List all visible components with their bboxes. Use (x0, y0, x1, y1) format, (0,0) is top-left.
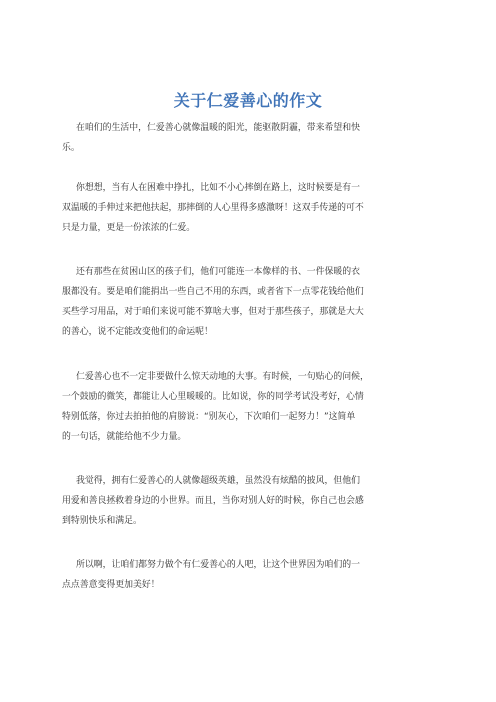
paragraph-line: 一个鼓励的微笑，都能让人心里暖暖的。比如说，你的同学考试没考好，心情 (62, 392, 364, 402)
paragraph-line: 你想想，当有人在困难中挣扎，比如不小心摔倒在路上，这时候要是有一 (76, 183, 360, 193)
paragraph-line: 双温暖的手伸过来把他扶起，那摔倒的人心里得多感激呀！这双手传递的可不 (62, 203, 364, 213)
paragraph-line: 所以啊，让咱们都努力做个有仁爱善心的人吧，让这个世界因为咱们的一 (76, 560, 360, 570)
paragraph-line: 只是力量，更是一份浓浓的仁爱。 (62, 223, 196, 233)
paragraph-line: 还有那些在贫困山区的孩子们，他们可能连一本像样的书、一件保暖的衣 (76, 267, 360, 277)
paragraph-line: 用爱和善良拯救着身边的小世界。而且，当你对别人好的时候，你自己也会感 (62, 496, 364, 506)
paragraph-2 (62, 178, 442, 238)
paragraph-line: 到特别快乐和满足。 (62, 516, 142, 526)
paragraph-5 (62, 471, 442, 531)
paragraph-line: 点点善意变得更加美好！ (62, 580, 160, 590)
paragraph-line: 服都没有。要是咱们能捐出一些自己不用的东西，或者省下一点零花钱给他们 (62, 287, 364, 297)
paragraph-line: 的善心，说不定能改变他们的命运呢！ (62, 327, 213, 337)
paragraph-line: 仁爱善心也不一定非要做什么惊天动地的大事。有时候，一句贴心的问候， (76, 372, 369, 382)
paragraph-line: 乐。 (62, 143, 80, 153)
paragraph-line: 的一句话，就能给他不少力量。 (62, 432, 187, 442)
paragraph-3 (62, 262, 442, 342)
paragraph-1 (62, 118, 442, 158)
paragraph-line: 在咱们的生活中，仁爱善心就像温暖的阳光，能驱散阴霾，带来希望和快 (76, 123, 360, 133)
paragraph-4 (62, 367, 442, 447)
paragraph-line: 我觉得，拥有仁爱善心的人就像超级英雄，虽然没有炫酷的披风，但他们 (76, 476, 360, 486)
paragraph-line: 特别低落，你过去拍拍他的肩膀说：“别灰心，下次咱们一起努力！”这简单 (62, 412, 356, 422)
document-title: 关于仁爱善心的作文 (173, 91, 323, 110)
paragraph-6 (62, 555, 442, 595)
paragraph-line: 买些学习用品，对于咱们来说可能不算啥大事，但对于那些孩子，那就是大大 (62, 307, 364, 317)
